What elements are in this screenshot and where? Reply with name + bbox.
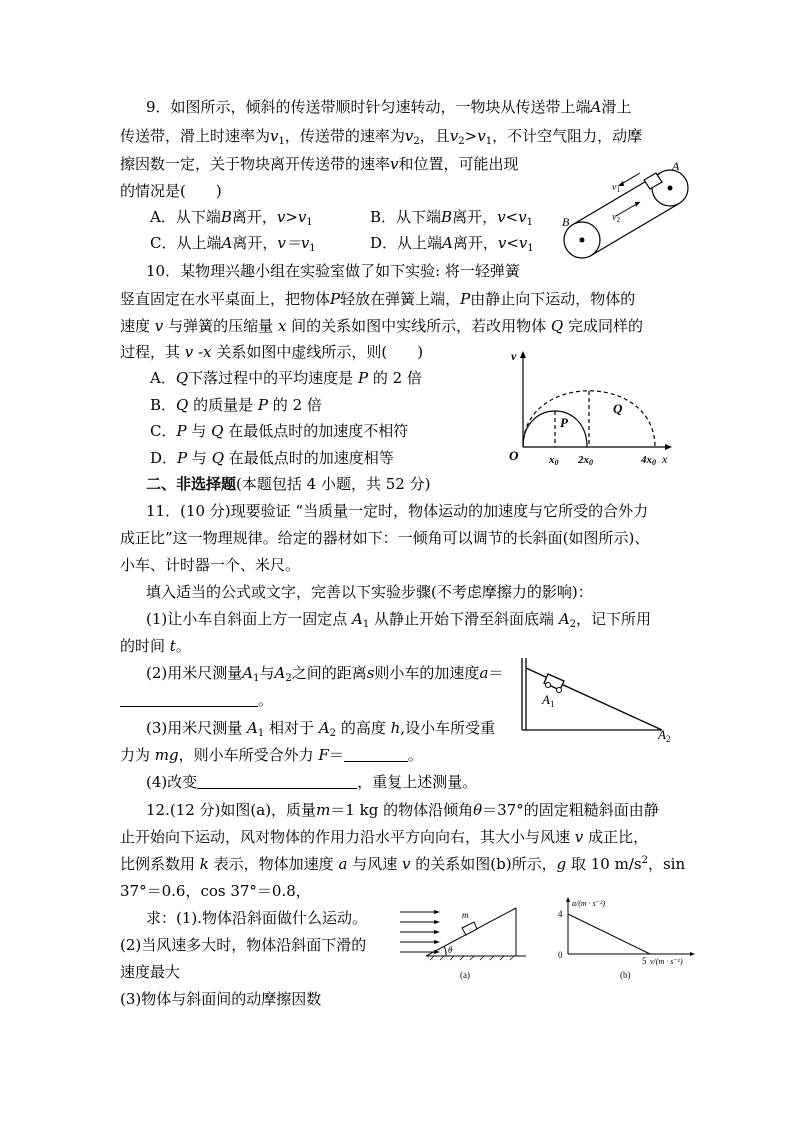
answer-blank-change[interactable] <box>197 774 357 789</box>
answer-blank-acceleration[interactable] <box>120 692 258 707</box>
q12-ask1: 求：(1).物体沿斜面做什么运动。 <box>146 909 368 927</box>
q12-ask2-cont: 速度最大 <box>120 963 181 981</box>
answer-blank-force[interactable] <box>344 747 408 762</box>
q9-option-b: B．从下端B离开，$v<v_1$ <box>370 208 533 228</box>
q12-line2: 止开始向下运动，风对物体的作用力沿水平方向向右，其大小与风速 v 成正比， <box>120 828 649 846</box>
q9-option-c: C．从上端A离开，$v=v_1$ <box>150 234 316 254</box>
wind-incline-figure <box>396 898 536 984</box>
tick-x5: 5 <box>642 956 647 966</box>
label-a1: $A_1$ <box>542 692 555 709</box>
q12-ask3: (3)物体与斜面间的动摩擦因数 <box>120 990 322 1008</box>
q9-line4: 的情况是( ) <box>120 182 222 200</box>
tick-y4: 4 <box>558 909 563 919</box>
av-graph <box>550 894 700 984</box>
conveyor-belt-figure <box>556 158 706 264</box>
q9-option-a: A．从下端B离开，$v>v_1$ <box>150 208 313 228</box>
label-a2: $A_2$ <box>658 727 671 744</box>
axis-x: x <box>662 452 668 466</box>
axis-v: v <box>511 349 517 363</box>
q10-line3: 速度 v 与弹簧的压缩量 x 间的关系如图中实线所示，若改用物体 Q 完成同样的 <box>120 317 644 335</box>
label-p: P <box>560 415 568 430</box>
q10-line1: 10．某物理兴趣小组在实验室做了如下实验: 将一轻弹簧 <box>146 262 520 280</box>
incline-figure <box>512 652 702 752</box>
label-v1: $v_1$ <box>612 182 620 194</box>
tick-x0: x0 <box>549 454 559 467</box>
q10-line4: 过程，其 v -x 关系如图中虚线所示，则( ) <box>120 343 424 361</box>
q11-step2: (2)用米尺测量$A_1$与$A_2$之间的距离s则小车的加速度a＝ <box>146 664 504 684</box>
q11-step2-answer: 。 <box>120 690 273 710</box>
q10-option-b: B．Q 的质量是 P 的 2 倍 <box>150 396 322 414</box>
series-line <box>568 914 650 954</box>
label-q: Q <box>613 401 623 416</box>
origin: O <box>509 448 519 463</box>
q11-line1: 11．(10 分)现要验证 “当质量一定时，物体运动的加速度与它所受的合外力 <box>146 502 649 520</box>
caption-a: (a) <box>460 970 470 980</box>
y-axis-label: a/(m · s⁻²) <box>572 899 606 908</box>
q11-step3-cont: 力为 mg，则小车所受合外力 F＝ 。 <box>120 746 423 764</box>
block <box>644 173 662 189</box>
q11-step4: (4)改变 ，重复上述测量。 <box>146 773 478 791</box>
tick-2x0: 2x0 <box>578 454 593 467</box>
label-b: B <box>562 215 570 229</box>
x-axis-label: v/(m · s⁻¹) <box>650 957 683 966</box>
label-v2: $v_2$ <box>612 212 620 224</box>
q11-line3: 小车、计时器一个、米尺。 <box>120 556 301 574</box>
tick-zero: 0 <box>558 950 563 960</box>
q11-step3: (3)用米尺测量 $A_1$ 相对于 $A_2$ 的高度 h,设小车所受重 <box>146 719 496 739</box>
label-a: A <box>672 159 680 173</box>
q9-line2: 传送带，滑上时速率为$v_1$，传送带的速率为$v_2$，且$v_2>v_1$，不计空气阻力，动摩 <box>120 127 643 147</box>
q12-line4: 37°＝0.6，cos 37°＝0.8， <box>120 882 311 900</box>
q10-line2: 竖直固定在水平桌面上，把物体P轻放在弹簧上端，P由静止向下运动，物体的 <box>120 290 636 308</box>
q11-line2: 成正比”这一物理规律。给定的器材如下：一倾角可以调节的长斜面(如图所示)、 <box>120 529 650 547</box>
q12-line1: 12.(12 分)如图(a)，质量m＝1 kg 的物体沿倾角θ＝37°的固定粗糙斜面由静 <box>146 801 659 819</box>
q9-line1: 9．如图所示，倾斜的传送带顺时针匀速转动，一物块从传送带上端A滑上 <box>146 98 632 116</box>
caption-b: (b) <box>620 970 631 980</box>
vx-graph <box>505 347 680 469</box>
q9-line3: 擦因数一定，关于物块离开传送带的速率v和位置，可能出现 <box>120 155 519 173</box>
label-theta: θ <box>448 945 453 955</box>
q10-option-c: C．P 与 Q 在最低点时的加速度不相符 <box>150 422 409 440</box>
q9-option-d: D．从上端A离开，$v<v_1$ <box>370 234 534 254</box>
section-2-heading: 二、非选择题(本题包括 4 小题，共 52 分) <box>146 475 431 493</box>
block-m <box>462 922 477 935</box>
q11-step1-cont: 的时间 t。 <box>120 637 191 655</box>
q10-option-a: A．Q下落过程中的平均速度是 P 的 2 倍 <box>150 369 422 387</box>
label-m: m <box>462 910 469 920</box>
q10-option-d: D．P 与 Q 在最低点时的加速度相等 <box>150 449 394 467</box>
q11-line4: 填入适当的公式或文字，完善以下实验步骤(不考虑摩擦力的影响)： <box>146 583 593 601</box>
q12-ask2: (2)当风速多大时，物体沿斜面下滑的 <box>120 936 367 954</box>
tick-4x0: 4x0 <box>641 454 656 467</box>
q12-line3: 比例系数用 k 表示，物体加速度 a 与风速 v 的关系如图(b)所示，g 取 10 $m/s^2$，sin <box>120 855 686 873</box>
q11-step1: (1)让小车自斜面上方一固定点 $A_1$ 从静止开始下滑至斜面底端 $A_2$，记下所用 <box>146 610 652 630</box>
